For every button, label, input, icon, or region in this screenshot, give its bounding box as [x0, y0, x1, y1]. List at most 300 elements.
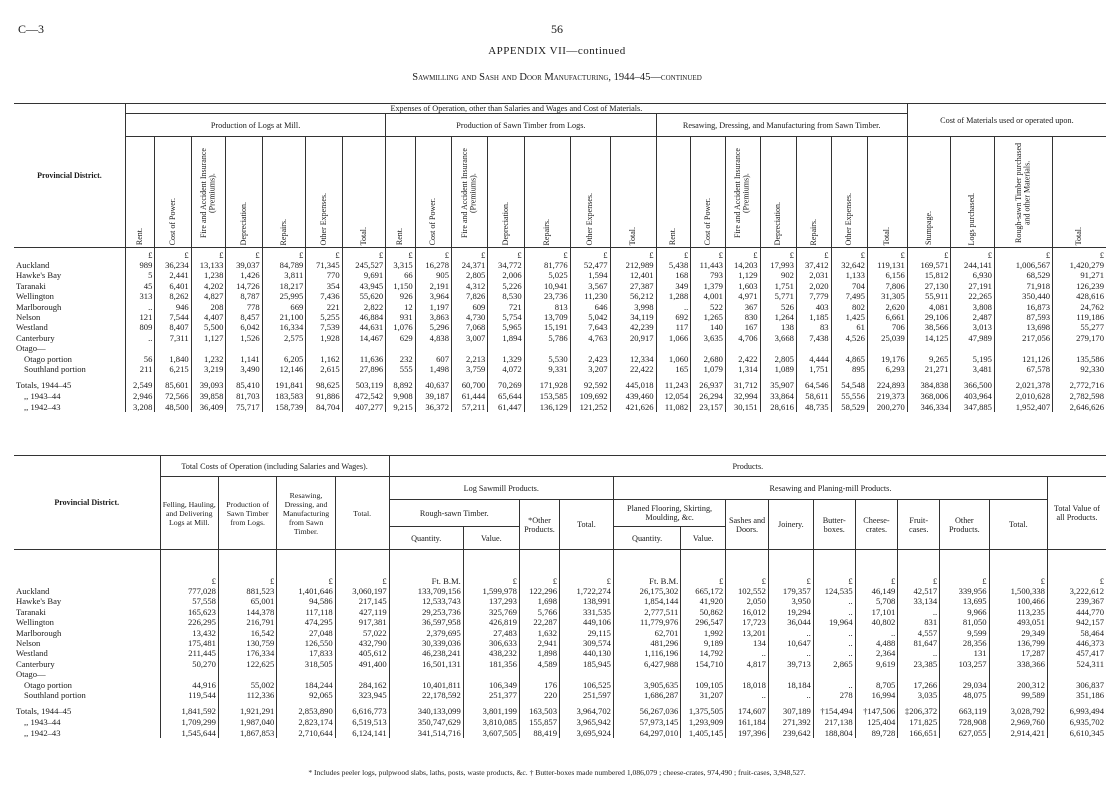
table-cell: 22,422	[610, 364, 656, 374]
table-cell: 9,691	[342, 270, 386, 280]
table-cell: 445,018	[610, 380, 656, 391]
unit-symbol: £	[831, 248, 867, 261]
table-cell: 109,692	[570, 391, 610, 402]
col-header-label: Rent.	[668, 227, 678, 245]
table-cell: 87,593	[994, 312, 1052, 322]
table-cell: 407,277	[342, 402, 386, 413]
table-cell: 2,772,716	[1053, 380, 1106, 391]
table-cell: 2,379,695	[389, 628, 463, 638]
table-cell: 137,293	[463, 596, 519, 606]
unit-symbol: £	[570, 248, 610, 261]
table-cell: 136,129	[524, 402, 570, 413]
table-cell: 18,184	[768, 680, 813, 690]
table-cell: 7,826	[452, 291, 488, 301]
col-header	[570, 137, 610, 248]
table-cell: 4,763	[570, 333, 610, 343]
table-cell: 2,941	[519, 638, 559, 648]
table-cell: 36,372	[415, 402, 451, 413]
table-cell: 1,500,338	[989, 586, 1047, 596]
table-cell: 428,616	[1053, 291, 1106, 301]
table-cell: 367	[725, 302, 760, 312]
table-cell: 8,262	[155, 291, 191, 301]
table-row	[14, 607, 1106, 617]
table-cell: 60,700	[452, 380, 488, 391]
table-cell	[306, 343, 342, 353]
table-cell: 1,526	[226, 333, 262, 343]
table-cell: 153,585	[524, 391, 570, 402]
col-header	[488, 137, 524, 248]
table-cell: 57,973,145	[613, 717, 680, 728]
table-cell: 5,786	[524, 333, 570, 343]
table-cell: 2,021,378	[994, 380, 1052, 391]
table-cell: 895	[831, 364, 867, 374]
table-cell	[855, 669, 898, 679]
unit-symbol: Ft. B.M.	[389, 550, 463, 587]
table-cell: 3,905,635	[613, 680, 680, 690]
table-cell: 119,544	[160, 690, 218, 700]
table-cell: 12,146	[262, 364, 306, 374]
table-cell: 7,539	[306, 322, 342, 332]
table-cell: 25,995	[262, 291, 306, 301]
col-header	[452, 137, 488, 248]
table-cell: 55,620	[342, 291, 386, 301]
table-cell: 7,643	[570, 322, 610, 332]
unit-symbol: £	[656, 248, 691, 261]
table-cell: 188,804	[813, 728, 855, 739]
table-cell: 130,759	[218, 638, 276, 648]
table-cell: 64,546	[796, 380, 831, 391]
table-cell: 3,811	[262, 270, 306, 280]
table-cell: 84,789	[262, 260, 306, 270]
table-cell: 1,079	[691, 364, 726, 374]
table-cell: 663,119	[940, 706, 989, 717]
table-cell: 432,790	[335, 638, 389, 648]
table-cell: 5,766	[519, 607, 559, 617]
col-header	[760, 137, 796, 248]
table-cell: 1,375,505	[681, 706, 726, 717]
table-cell: 56,267,036	[613, 706, 680, 717]
table-cell: 1,141	[226, 354, 262, 364]
table-cell	[335, 669, 389, 679]
unit-symbol: £	[125, 248, 154, 261]
table-cell: 11,243	[656, 380, 691, 391]
table-cell: 778	[226, 302, 262, 312]
table-cell: 211	[125, 364, 154, 374]
col-header-label: Other Expenses.	[584, 192, 594, 245]
table-cell: 216,791	[218, 617, 276, 627]
col-header	[796, 137, 831, 248]
table-cell: 1,841,592	[160, 706, 218, 717]
district-header: Provincial District.	[14, 104, 125, 248]
table-cell: ..	[898, 607, 940, 617]
table-cell: 29,115	[560, 628, 614, 638]
otago-label-row	[14, 343, 1106, 353]
table-cell: 5,708	[855, 596, 898, 606]
table-cell: 1,116,196	[613, 648, 680, 658]
table-cell: 29,253,736	[389, 607, 463, 617]
table-cell: 1,133	[831, 270, 867, 280]
district-name: Otago portion	[24, 353, 72, 364]
table-cell	[867, 343, 907, 353]
table-cell: 777,028	[160, 586, 218, 596]
table-cell: 24,371	[452, 260, 488, 270]
header-row-1	[14, 456, 1106, 477]
table-cell: 14,792	[681, 648, 726, 658]
unit-symbol: £	[415, 248, 451, 261]
unit-symbol: £	[262, 248, 306, 261]
table-cell: 9,215	[386, 402, 415, 413]
table-cell: 503,119	[342, 380, 386, 391]
table-cell: 251,377	[463, 690, 519, 700]
table-cell: 6,215	[155, 364, 191, 374]
table-cell: 5,965	[488, 322, 524, 332]
totals-row	[14, 380, 1106, 391]
table-cell: 5,226	[488, 281, 524, 291]
unit-symbol: £	[726, 550, 769, 587]
table-cell: 19,964	[813, 617, 855, 627]
other-products-header: *Other Products.	[519, 500, 559, 550]
table-cell: 22,178,592	[389, 690, 463, 700]
table-cell: 217,056	[994, 333, 1052, 343]
unit-symbol: £	[1053, 248, 1106, 261]
table-cell: 7,068	[452, 322, 488, 332]
table-cell: 61,447	[488, 402, 524, 413]
table-cell	[226, 343, 262, 353]
table-cell: 106,349	[463, 680, 519, 690]
table-cell: 14,203	[725, 260, 760, 270]
district-name: Nelson	[16, 312, 41, 323]
group-header-2: Production of Sawn Timber from Logs.	[386, 114, 656, 137]
table-cell: ..	[656, 302, 691, 312]
unit-symbol: £	[342, 248, 386, 261]
unit-symbol: £	[191, 248, 226, 261]
table-cell: 66	[386, 270, 415, 280]
table-cell: 27,896	[342, 364, 386, 374]
district-name: Southland portion	[24, 690, 86, 701]
table-cell: 1,603	[725, 281, 760, 291]
table-cell: 179,357	[768, 586, 813, 596]
table-cell: 7,438	[796, 333, 831, 343]
table-cell: 46,884	[342, 312, 386, 322]
table-cell: 1,751	[796, 364, 831, 374]
table-cell: 158,739	[262, 402, 306, 413]
table-cell: 6,205	[262, 354, 306, 364]
table-cell: 271,392	[768, 717, 813, 728]
table-cell: 427,119	[335, 607, 389, 617]
table-cell: 7,806	[867, 281, 907, 291]
table-cell: 4,001	[691, 291, 726, 301]
table-cell: 4,838	[415, 333, 451, 343]
table-cell: 3,808	[951, 302, 995, 312]
table-cell: 2,805	[452, 270, 488, 280]
table-cell: 191,841	[262, 380, 306, 391]
planing-col-header: Sashes and Doors.	[726, 500, 769, 550]
table-cell: 168	[656, 270, 691, 280]
table-cell: 692	[656, 312, 691, 322]
table-cell: 1,928	[306, 333, 342, 343]
table-cell: 18,217	[262, 281, 306, 291]
col-header-label: Depreciation.	[500, 201, 510, 245]
table-cell: 126,239	[1053, 281, 1106, 291]
table-cell: 8,530	[488, 291, 524, 301]
table-cell: 5	[125, 270, 154, 280]
table-cell: 27,387	[610, 281, 656, 291]
table-cell: 163,503	[519, 706, 559, 717]
table-cell	[726, 669, 769, 679]
col-header	[226, 137, 262, 248]
table-cell: 81,050	[940, 617, 989, 627]
table-cell: ‡206,372	[898, 706, 940, 717]
table-cell: 89,728	[855, 728, 898, 739]
table-cell: 2,969,760	[989, 717, 1047, 728]
table-cell: ..	[726, 648, 769, 658]
table-cell: 165,623	[160, 607, 218, 617]
table-cell: 813	[524, 302, 570, 312]
table-cell: 555	[386, 364, 415, 374]
table-row	[14, 322, 1106, 332]
table-cell: 350,747,629	[389, 717, 463, 728]
district-name: Taranaki	[16, 280, 46, 291]
table-cell: 72,566	[155, 391, 191, 402]
unit-symbol: £	[1047, 550, 1106, 587]
table-cell: 2,646,626	[1053, 402, 1106, 413]
table-cell: 3,863	[415, 312, 451, 322]
table-cell: 36,044	[768, 617, 813, 627]
table-cell: 4,557	[898, 628, 940, 638]
table-cell: 136,799	[989, 638, 1047, 648]
table-cell	[691, 343, 726, 353]
table-cell: 71,918	[994, 281, 1052, 291]
table-row	[14, 333, 1106, 343]
table-cell: 17,101	[855, 607, 898, 617]
table-cell: 19,176	[867, 354, 907, 364]
table-cell: 4,488	[855, 638, 898, 648]
table-cell: 4,706	[725, 333, 760, 343]
table-cell: 3,035	[898, 690, 940, 700]
table-cell: 17,723	[726, 617, 769, 627]
table-cell: 26,175,302	[613, 586, 680, 596]
table-cell	[519, 669, 559, 679]
table-cell: 323,945	[335, 690, 389, 700]
table-cell: 119,186	[1053, 312, 1106, 322]
table-cell: 81,776	[524, 260, 570, 270]
table-cell: 11,636	[342, 354, 386, 364]
table-cell: 64,297,010	[613, 728, 680, 739]
table-cell: 92,592	[570, 380, 610, 391]
table-cell: 5,025	[524, 270, 570, 280]
table-cell: 56	[125, 354, 154, 364]
table-cell: 1,420,279	[1053, 260, 1106, 270]
table-cell: 17,833	[277, 648, 335, 658]
table-cell: 37,412	[796, 260, 831, 270]
table-cell: 3,964,702	[560, 706, 614, 717]
table-cell: 29,034	[940, 680, 989, 690]
table-cell: 3,950	[768, 596, 813, 606]
table-cell: 27,191	[951, 281, 995, 291]
table-cell: 6,293	[867, 364, 907, 374]
table-cell: 27,483	[463, 628, 519, 638]
table-cell: 802	[831, 302, 867, 312]
table-cell: 3,635	[691, 333, 726, 343]
table-cell: 122,625	[218, 659, 276, 669]
totals-row	[14, 717, 1106, 728]
unit-symbol: £	[768, 550, 813, 587]
totals-row	[14, 706, 1106, 717]
unit-symbol: £	[681, 550, 726, 587]
table-cell: 1,594	[570, 270, 610, 280]
table-cell: 32,642	[831, 260, 867, 270]
table-cell: 6,519,513	[335, 717, 389, 728]
table-cell: 3,028,792	[989, 706, 1047, 717]
district-name: Otago—	[16, 343, 46, 354]
table-row	[14, 364, 1106, 374]
table-row	[14, 354, 1106, 364]
planing-col-header: Fruit-cases.	[898, 500, 940, 550]
table-cell: 1,238	[191, 270, 226, 280]
table-cell: 92,330	[1053, 364, 1106, 374]
table-cell: 26,937	[691, 380, 726, 391]
rough-sawn-header: Rough-sawn Timber.	[389, 500, 519, 527]
table-row	[14, 659, 1106, 669]
table-cell: 2,777,511	[613, 607, 680, 617]
table-cell: 244,141	[951, 260, 995, 270]
table-cell: 2,575	[262, 333, 306, 343]
table-cell: 65,001	[218, 596, 276, 606]
table-cell: 627,055	[940, 728, 989, 739]
col-header	[831, 137, 867, 248]
table-cell: 41,920	[681, 596, 726, 606]
table-cell: 26,294	[691, 391, 726, 402]
table-cell: 6,042	[226, 322, 262, 332]
cost-col-header: Resawing, Dressing, and Manufacturing from Sawn Timber.	[277, 477, 335, 550]
table-cell: 942,157	[1047, 617, 1106, 627]
table-cell: 3,315	[386, 260, 415, 270]
table-cell: 1,379	[691, 281, 726, 291]
unit-symbol: £	[796, 248, 831, 261]
table-cell: 25,039	[867, 333, 907, 343]
district-name: Canterbury	[16, 332, 55, 343]
table-cell	[386, 343, 415, 353]
table-cell: 3,219	[191, 364, 226, 374]
table-cell: 55,002	[218, 680, 276, 690]
table-cell	[951, 343, 995, 353]
table-cell: 426,819	[463, 617, 519, 627]
table-cell: 346,334	[907, 402, 951, 413]
table-cell: 3,998	[610, 302, 656, 312]
table-cell: 12,054	[656, 391, 691, 402]
table-cell: 6,427,988	[613, 659, 680, 669]
table-cell: 131	[940, 648, 989, 658]
table-cell: 704	[831, 281, 867, 291]
table-cell: 2,823,174	[277, 717, 335, 728]
table-cell: 905	[415, 270, 451, 280]
table-cell: 55,277	[1053, 322, 1106, 332]
table-cell: 44,916	[160, 680, 218, 690]
table-cell: 524,311	[1047, 659, 1106, 669]
table-cell	[989, 669, 1047, 679]
table-cell: 91,886	[306, 391, 342, 402]
table-cell: 340,133,099	[389, 706, 463, 717]
unit-symbol: £	[951, 248, 995, 261]
otago-label-row	[14, 669, 1106, 679]
table-cell: 347,885	[951, 402, 995, 413]
table-cell: 669	[262, 302, 306, 312]
table-cell: 12	[386, 302, 415, 312]
table-cell: 42,239	[610, 322, 656, 332]
table-cell: 68,529	[994, 270, 1052, 280]
table-cell: 6,401	[155, 281, 191, 291]
table-cell: 1,867,853	[218, 728, 276, 739]
table-cell	[831, 343, 867, 353]
district-name: Totals, 1944–45	[16, 706, 72, 717]
table-cell: 166,651	[898, 728, 940, 739]
table-cell: 1,854,144	[613, 596, 680, 606]
table-cell	[656, 343, 691, 353]
unit-symbol: £	[386, 248, 415, 261]
table-cell: 48,075	[940, 690, 989, 700]
table-cell: 1,089	[760, 364, 796, 374]
table-cell: 65,644	[488, 391, 524, 402]
table-cell: 4,526	[831, 333, 867, 343]
table-cell: 4,072	[488, 364, 524, 374]
table-cell: 117	[656, 322, 691, 332]
table-cell: 5,195	[951, 354, 995, 364]
col-header-label: Stumpage.	[923, 211, 933, 245]
table-cell: 2,006	[488, 270, 524, 280]
table-cell	[907, 343, 951, 353]
table-cell: 176	[519, 680, 559, 690]
table-cell: 5,500	[191, 322, 226, 332]
unit-symbol: £	[691, 248, 726, 261]
table-cell: 2,364	[855, 648, 898, 658]
table-cell: 3,695,924	[560, 728, 614, 739]
table-cell: 1,405,145	[681, 728, 726, 739]
col-header-label: Total.	[1074, 226, 1084, 245]
table-cell: 368,006	[907, 391, 951, 402]
table-cell: 1,992	[681, 628, 726, 638]
table-cell: 1,840	[155, 354, 191, 364]
table-row	[14, 260, 1106, 270]
table-cell: 1,632	[519, 628, 559, 638]
table-cell: 931	[386, 312, 415, 322]
col-header-label: Fire and Accident Insurance (Premiums).	[460, 148, 478, 238]
table-cell: 36,409	[191, 402, 226, 413]
table-cell: 39,037	[226, 260, 262, 270]
table-cell: 350,440	[994, 291, 1052, 301]
table-cell: 100,466	[989, 596, 1047, 606]
table-cell: 830	[725, 312, 760, 322]
table-cell: 61	[831, 322, 867, 332]
table-cell: 1,898	[519, 648, 559, 658]
table-cell: 23,385	[898, 659, 940, 669]
table-cell: 6,930	[951, 270, 995, 280]
table-cell: 16,501,131	[389, 659, 463, 669]
table-cell: 989	[125, 260, 154, 270]
total-value-header: Total Value of all Products.	[1047, 477, 1106, 550]
table-cell: 70,269	[488, 380, 524, 391]
totals-row	[14, 402, 1106, 413]
table-cell: 42,517	[898, 586, 940, 596]
table-cell: 14,125	[907, 333, 951, 343]
table-cell: 55,911	[907, 291, 951, 301]
table-cell: 217,138	[813, 717, 855, 728]
table-cell: 83	[796, 322, 831, 332]
costs-header: Total Costs of Operation (including Salaries and Wages).	[160, 456, 389, 477]
unit-blank	[14, 550, 160, 587]
table-subtitle: Sawmilling and Sash and Door Manufacturing, 1944–45—continued	[412, 72, 702, 83]
table-cell: 284,162	[335, 680, 389, 690]
unit-symbol: £	[994, 248, 1052, 261]
